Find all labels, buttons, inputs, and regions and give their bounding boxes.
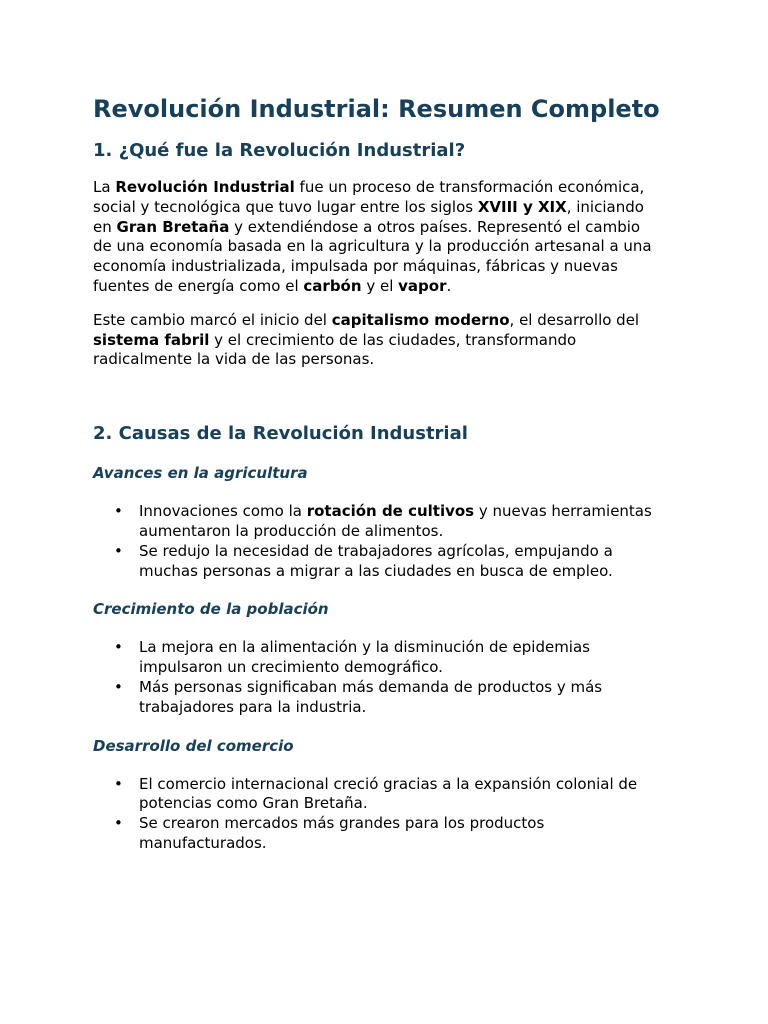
document-title: Revolución Industrial: Resumen Completo bbox=[93, 95, 660, 123]
section-2-heading: 2. Causas de la Revolución Industrial bbox=[93, 423, 468, 445]
text-run: y el crecimiento de las ciudades, transformando bbox=[209, 330, 577, 349]
list-item-line: aumentaron la producción de alimentos. bbox=[139, 521, 444, 540]
text-run: social y tecnológica que tuvo lugar entre los siglos bbox=[93, 197, 478, 216]
text-run: y extendiéndose a otros países. Representó el cambio bbox=[229, 217, 641, 236]
bullet-icon: • bbox=[114, 638, 123, 657]
text-run: y el bbox=[361, 276, 399, 295]
list-item-line: Se redujo la necesidad de trabajadores agrícolas, empujando a bbox=[139, 541, 613, 560]
paragraph-line bbox=[93, 218, 693, 238]
paragraph-line bbox=[93, 198, 693, 218]
section-1-paragraph-1 bbox=[93, 178, 693, 297]
list-item-line: potencias como Gran Bretaña. bbox=[139, 794, 368, 813]
bullet-icon: • bbox=[114, 502, 123, 521]
list-item-line: Se crearon mercados más grandes para los productos bbox=[139, 814, 545, 833]
bold-term: Gran Bretaña bbox=[116, 217, 230, 236]
list-item bbox=[93, 502, 693, 542]
paragraph-line bbox=[93, 277, 693, 297]
bullet-icon: • bbox=[114, 774, 123, 793]
bold-term: sistema fabril bbox=[93, 330, 210, 349]
bold-term: rotación de cultivos bbox=[306, 502, 475, 521]
list-item-line: El comercio internacional creció gracias a la expansión colonial de bbox=[139, 774, 638, 793]
paragraph-line: radicalmente la vida de las personas. bbox=[93, 350, 375, 369]
bold-term: Revolución Industrial bbox=[115, 178, 295, 196]
text-run: fue un proceso de transformación económica, bbox=[294, 178, 645, 196]
text-run: La bbox=[93, 178, 116, 196]
text-run: y nuevas herramientas bbox=[474, 502, 652, 521]
section-1-heading: 1. ¿Qué fue la Revolución Industrial? bbox=[93, 140, 466, 161]
text-run: Innovaciones como la bbox=[139, 502, 307, 521]
text-run: en bbox=[93, 217, 117, 236]
list-item bbox=[93, 542, 693, 582]
bullet-list-commerce bbox=[93, 775, 693, 854]
list-item bbox=[93, 814, 693, 854]
list-item-line: La mejora en la alimentación y la disminución de epidemias bbox=[139, 638, 590, 657]
paragraph-line: economía industrializada, impulsada por máquinas, fábricas y nuevas bbox=[93, 257, 618, 276]
bold-term: carbón bbox=[303, 276, 362, 295]
text-run: . bbox=[446, 276, 452, 295]
subsection-heading-commerce: Desarrollo del comercio bbox=[93, 736, 294, 755]
list-item-line: manufacturados. bbox=[139, 833, 267, 852]
paragraph-line bbox=[93, 331, 693, 351]
list-item-line bbox=[139, 502, 693, 522]
bold-term: capitalismo moderno bbox=[331, 310, 510, 329]
document-page bbox=[93, 91, 693, 854]
paragraph-line bbox=[93, 178, 693, 198]
text-run: , iniciando bbox=[566, 197, 644, 216]
list-item bbox=[93, 678, 693, 718]
list-item-line: impulsaron un crecimiento demográfico. bbox=[139, 658, 443, 677]
list-item bbox=[93, 638, 693, 678]
subsection-heading-population: Crecimiento de la población bbox=[93, 600, 329, 619]
text-run: fuentes de energía como el bbox=[93, 276, 304, 295]
paragraph-line bbox=[93, 311, 693, 331]
bullet-icon: • bbox=[114, 677, 123, 696]
bullet-icon: • bbox=[114, 541, 123, 560]
bold-term: XVIII y XIX bbox=[477, 197, 567, 216]
list-item-line: trabajadores para la industria. bbox=[139, 697, 367, 716]
bullet-list-agriculture bbox=[93, 502, 693, 581]
paragraph-line: de una economía basada en la agricultura y la producción artesanal a una bbox=[93, 237, 652, 256]
bullet-icon: • bbox=[114, 814, 123, 833]
subsection-heading-agriculture: Avances en la agricultura bbox=[93, 464, 308, 483]
bullet-list-population bbox=[93, 638, 693, 717]
list-item bbox=[93, 775, 693, 815]
bold-term: vapor bbox=[398, 276, 447, 295]
list-item-line: muchas personas a migrar a las ciudades en busca de empleo. bbox=[139, 561, 613, 580]
text-run: Este cambio marcó el inicio del bbox=[93, 310, 332, 329]
text-run: , el desarrollo del bbox=[509, 310, 640, 329]
section-1-paragraph-2 bbox=[93, 311, 693, 370]
list-item-line: Más personas significaban más demanda de productos y más bbox=[139, 677, 603, 696]
